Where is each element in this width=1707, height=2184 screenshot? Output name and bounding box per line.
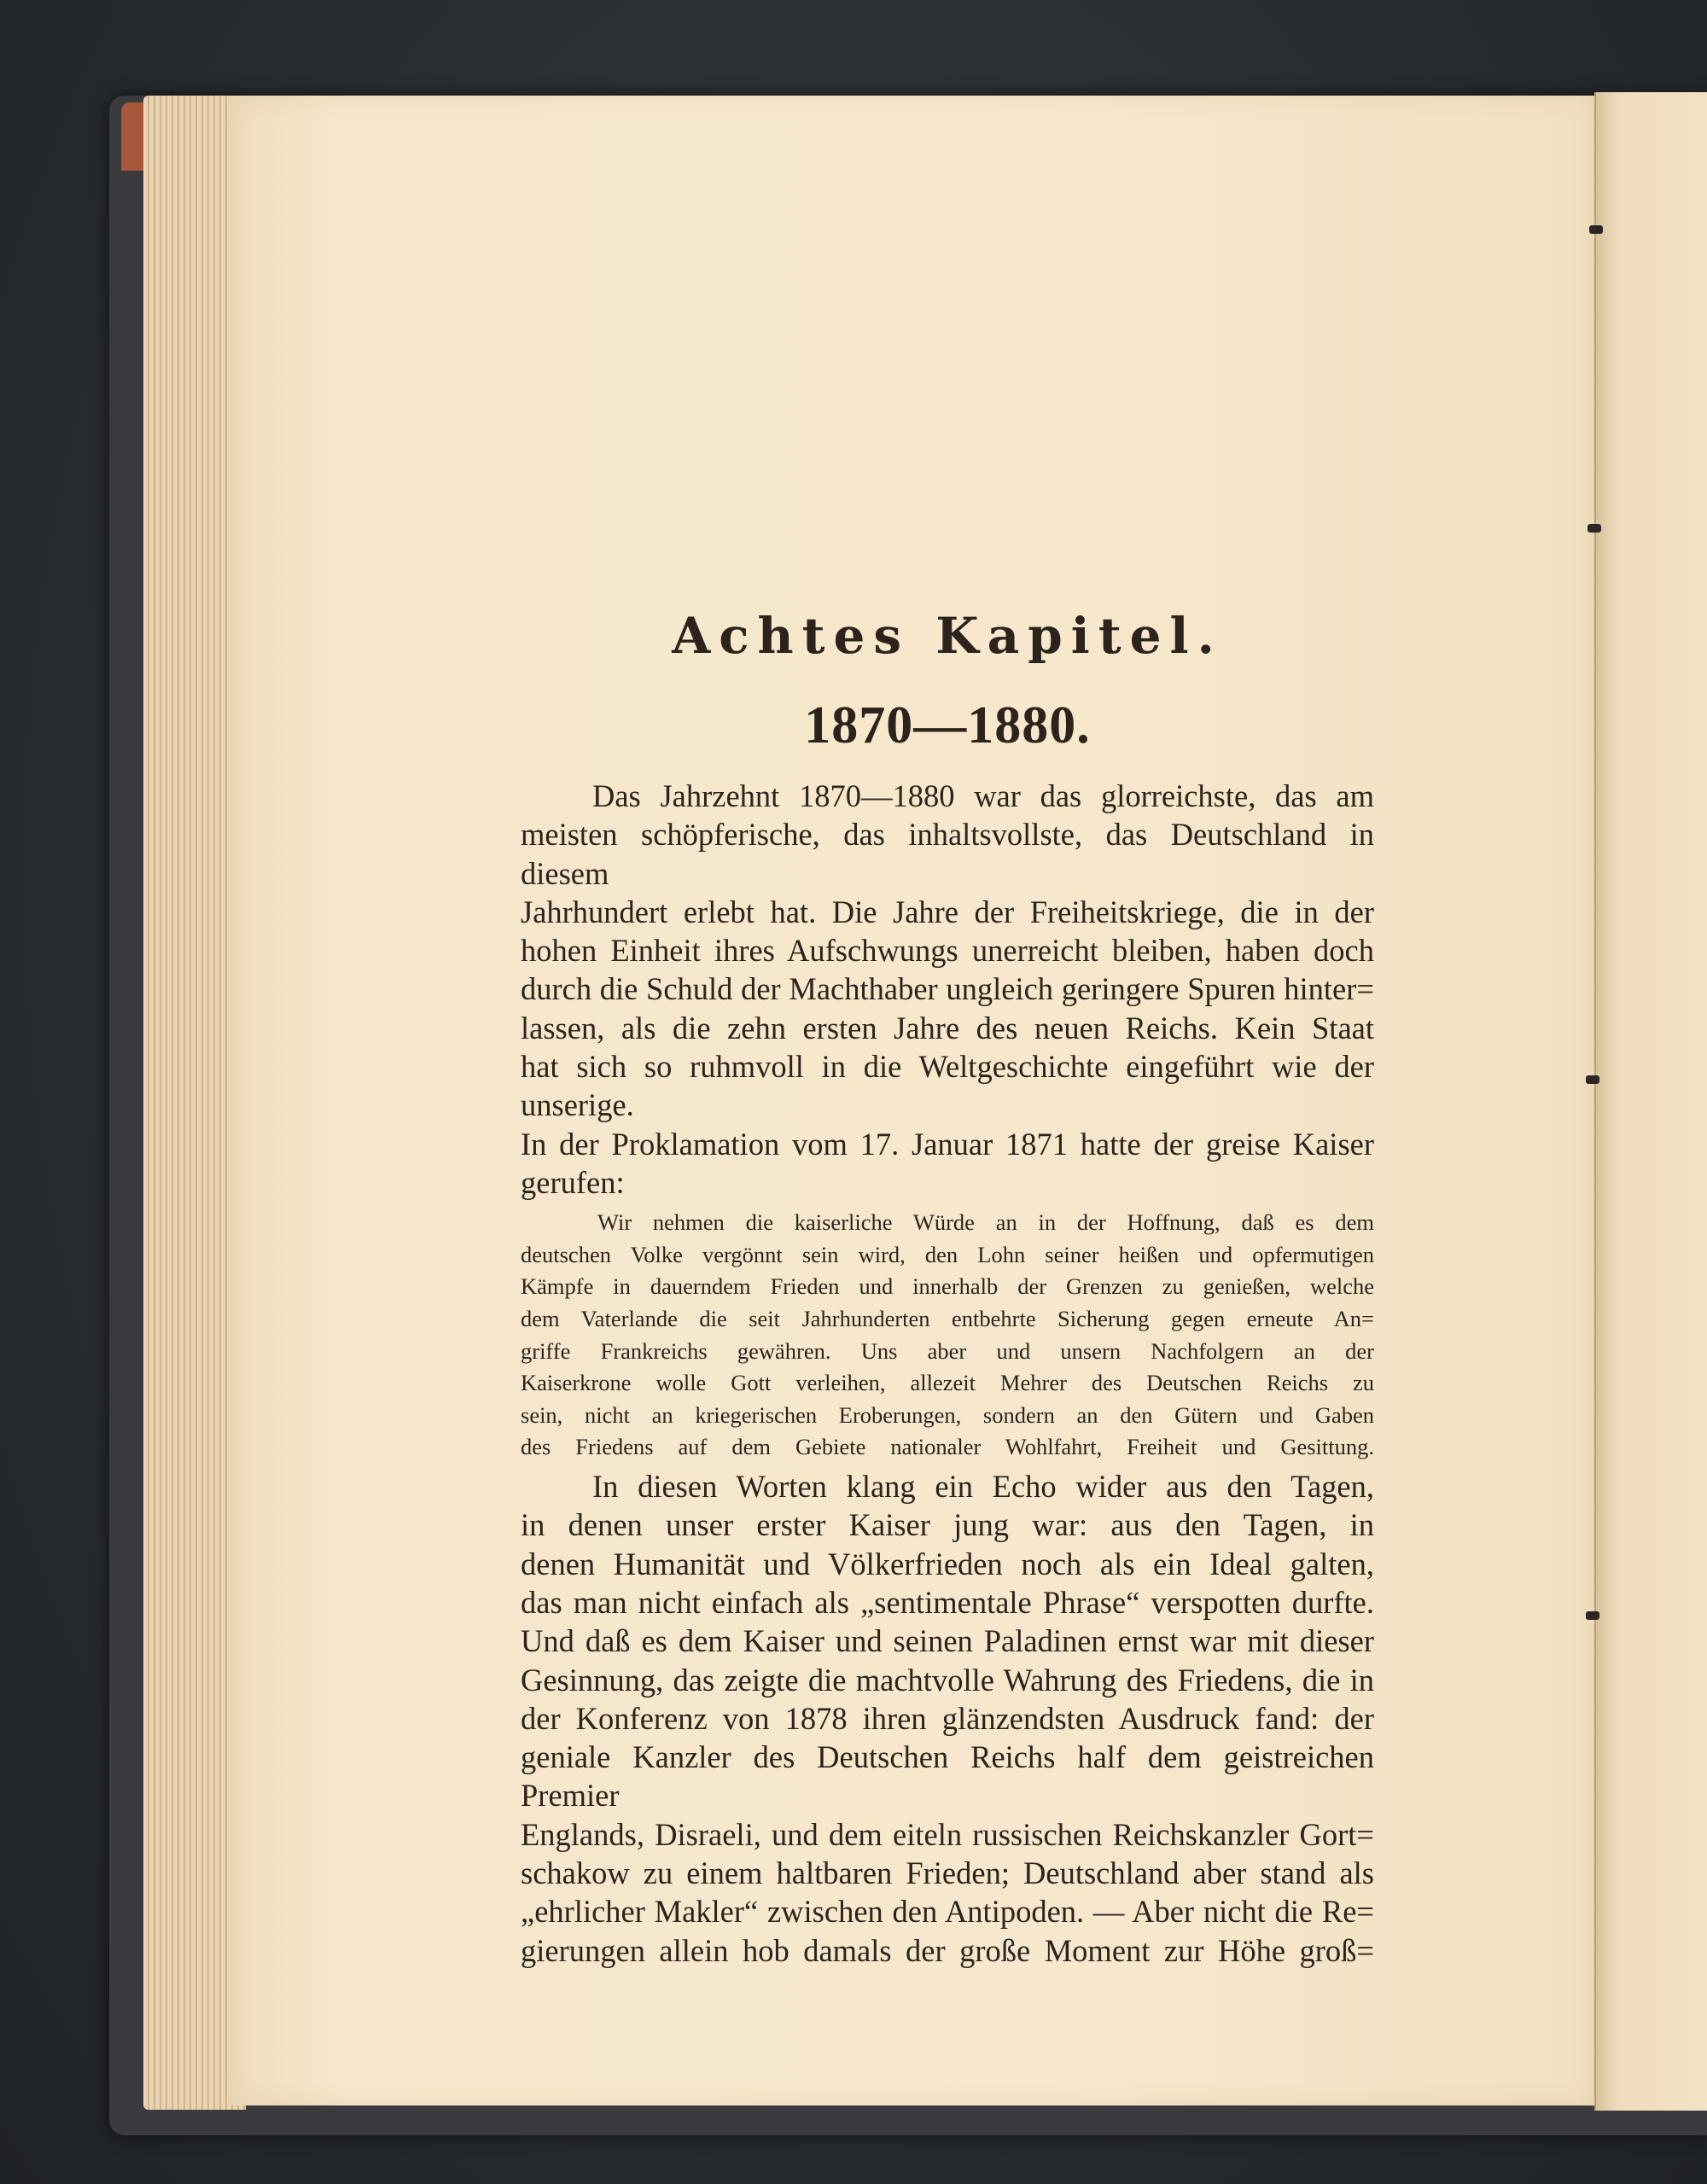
paragraph-intro [521,777,1374,1202]
binding-thread-mark [1589,225,1603,234]
proclamation-quote [521,1207,1374,1464]
page-text [521,597,1374,1970]
chapter-title: Achtes Kapitel. [672,607,1223,665]
text-line: Und daß es dem Kaiser und seinen Paladinen ernst war mit dieser [521,1623,1374,1659]
text-line: denen Humanität und Völkerfrieden noch als ein Ideal galten, [521,1546,1374,1581]
quote-line: deutschen Volke vergönnt sein wird, den Lohn seiner heißen und opfermutigen [521,1241,1374,1267]
quote-line: Kaiserkrone wolle Gott verleihen, allezeit Mehrer des Deutschen Reichs zu [521,1370,1374,1396]
quote-line: Wir nehmen die kaiserliche Würde an in der Hoffnung, daß es dem [597,1209,1374,1236]
quote-line: sein, nicht an kriegerischen Eroberungen, sondern an den Gütern und Gaben [521,1401,1374,1428]
binding-thread-mark [1586,1611,1599,1620]
text-line: Das Jahrzehnt 1870—1880 war das glorreichste, das am [592,778,1374,813]
binding-thread-mark [1588,524,1601,533]
quote-line: Kämpfe in dauerndem Frieden und innerhalb der Grenzen zu genießen, welche [521,1273,1374,1300]
text-line: Englands, Disraeli, und dem eiteln russischen Reichskanzler Gort= [521,1816,1374,1852]
text-line: durch die Schuld der Machthaber ungleich geringere Spuren hinter= [521,971,1374,1007]
text-line: in denen unser erster Kaiser jung war: aus den Tagen, in [521,1507,1374,1543]
text-line: meisten schöpferische, das inhaltsvollste, das Deutschland in diesem [521,817,1374,891]
quote-line: des Friedens auf dem Gebiete nationaler Wohlfahrt, Freiheit und Gesittung. [521,1434,1374,1460]
quote-line: griffe Frankreichs gewähren. Uns aber und unsern Nachfolgern an der [521,1337,1374,1364]
text-line: lassen, als die zehn ersten Jahre des neuen Reichs. Kein Staat [521,1010,1374,1045]
text-line: gierungen allein hob damals der große Moment zur Höhe groß= [521,1932,1374,1968]
binding-thread-mark [1586,1075,1599,1084]
text-line: schakow zu einem haltbaren Frieden; Deutschland aber stand als [521,1855,1374,1890]
text-line: gerufen: [521,1164,625,1200]
text-line: hohen Einheit ihres Aufschwungs unerreicht bleiben, haben doch [521,933,1374,969]
text-line: „ehrlicher Makler“ zwischen den Antipoden. — Aber nicht die Re= [521,1894,1374,1930]
text-line: Jahrhundert erlebt hat. Die Jahre der Freiheitskriege, die in der [521,894,1374,929]
text-line: In diesen Worten klang ein Echo wider aus den Tagen, [592,1469,1374,1505]
chapter-years: 1870—1880. [804,696,1091,754]
text-line: Gesinnung, das zeigte die machtvolle Wahrung des Friedens, die in [521,1662,1374,1698]
paragraph-echo [521,1467,1374,1970]
quote-line: dem Vaterlande die seit Jahrhunderten entbehrte Sicherung gegen erneute An= [521,1306,1374,1332]
text-line: hat sich so ruhmvoll in die Weltgeschichte eingeführt wie der unserige. [521,1049,1374,1123]
text-line: der Konferenz von 1878 ihren glänzendsten Ausdruck fand: der [521,1700,1374,1736]
text-line: In der Proklamation vom 17. Januar 1871 hatte der greise Kaiser [521,1126,1374,1162]
facing-page-edge [1594,92,1707,2111]
text-line: geniale Kanzler des Deutschen Reichs half dem geistreichen Premier [521,1739,1374,1814]
text-line: das man nicht einfach als „sentimentale Phrase“ verspotten durfte. [521,1584,1374,1620]
